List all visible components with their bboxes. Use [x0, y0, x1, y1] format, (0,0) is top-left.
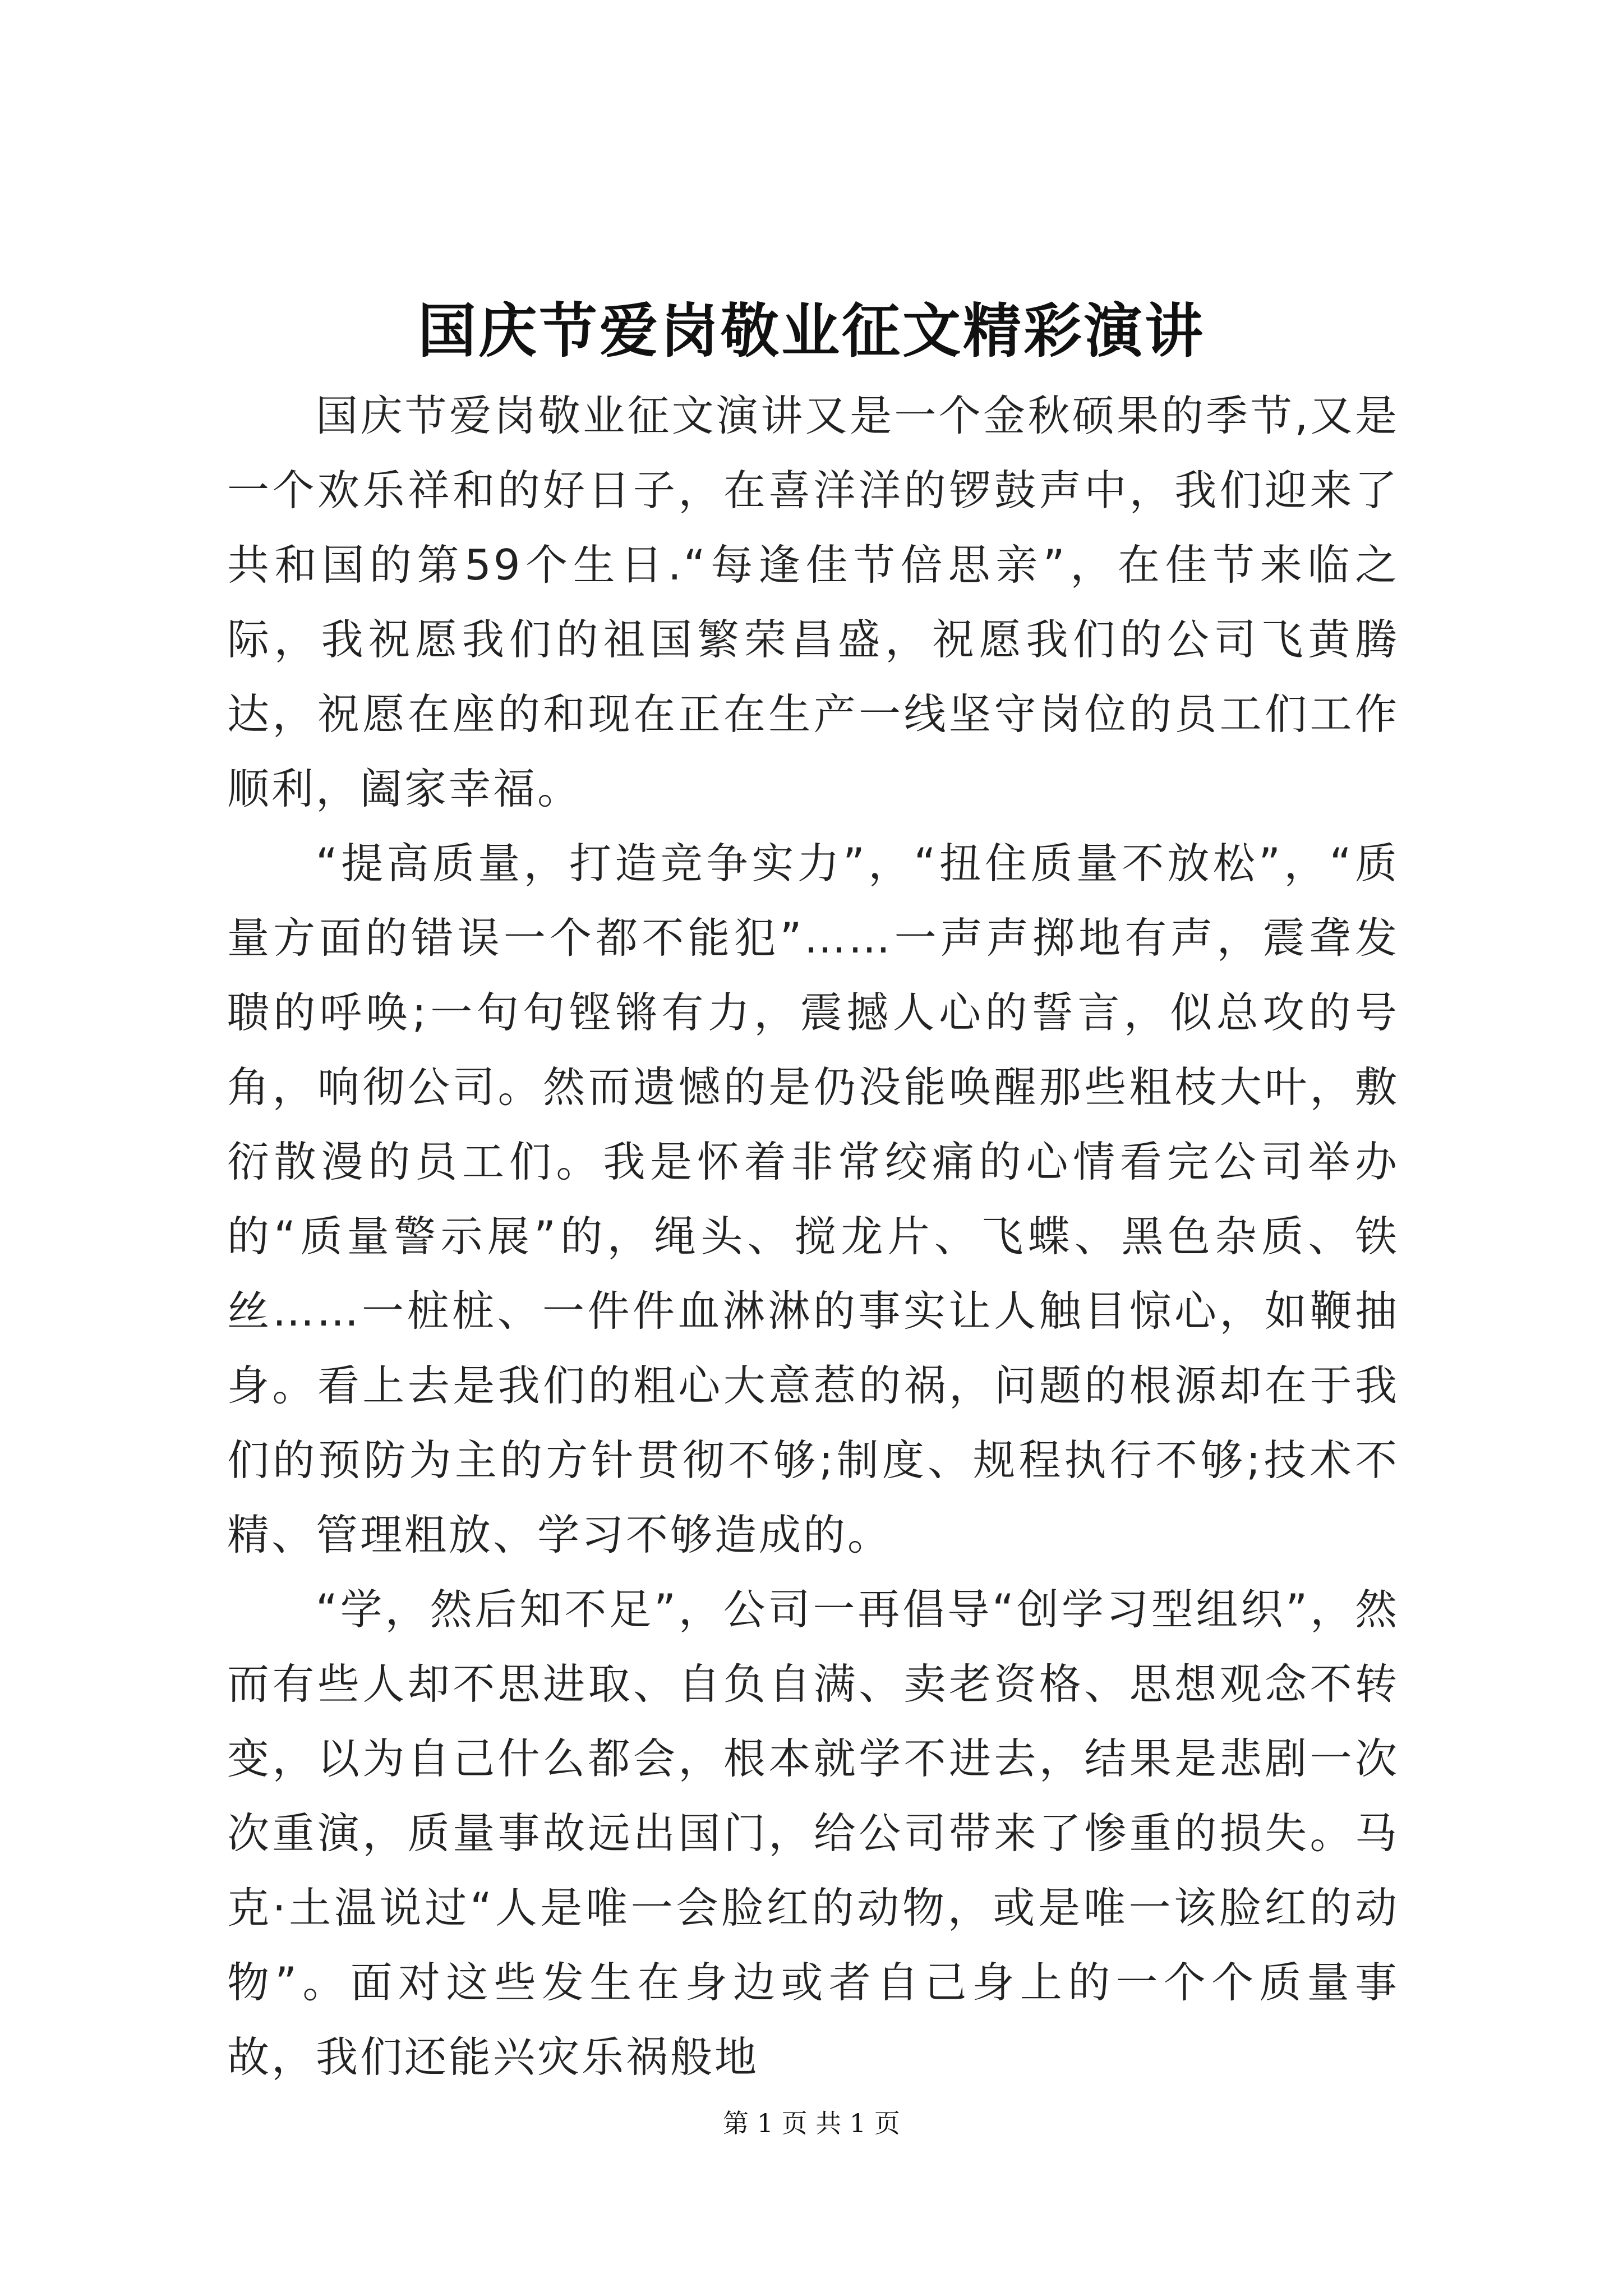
paragraph-2: “提高质量，打造竞争实力”，“扭住质量不放松”，“质量方面的错误一个都不能犯”……一声声掷地有声，震聋发聩的呼唤;一句句铿锵有力，震撼人心的誓言，似总攻的号角，响彻公司。然而遗憾的是仍没能唤醒那些粗枝大叶，敷衍散漫的员工们。我是怀着非常绞痛的心情看完公司举办的“质量警示展”的，绳头、搅龙片、飞蝶、黑色杂质、铁丝……一桩桩、一件件血淋淋的事实让人触目惊心，如鞭抽身。看上去是我们的粗心大意惹的祸，问题的根源却在于我们的预防为主的方针贯彻不够;制度、规程执行不够;技术不精、管理粗放、学习不够造成的。: [227, 839, 1399, 1559]
paragraph-3: “学，然后知不足”，公司一再倡导“创学习型组织”，然而有些人却不思进取、自负自满、卖老资格、思想观念不转变，以为自己什么都会，根本就学不进去，结果是悲剧一次次重演，质量事故远出国门，给公司带来了惨重的损失。马克·土温说过“人是唯一会脸红的动物，或是唯一该脸红的动物”。面对这些发生在身边或者自己身上的一个个质量事故，我们还能兴灾乐祸般地: [227, 1585, 1399, 2082]
page-footer: 第 1 页 共 1 页: [723, 2108, 900, 2138]
document-title: 国庆节爱岗敬业征文精彩演讲: [417, 296, 1205, 365]
paragraph-1: 国庆节爱岗敬业征文演讲又是一个金秋硕果的季节,又是一个欢乐祥和的好日子，在喜洋洋的锣鼓声中，我们迎来了共和国的第59个生日.“每逢佳节倍思亲”，在佳节来临之际，我祝愿我们的祖国繁荣昌盛，祝愿我们的公司飞黄腾达，祝愿在座的和现在正在生产一线坚守岗位的员工们工作顺利，阖家幸福。: [227, 391, 1399, 813]
document-body: [227, 379, 1399, 2095]
